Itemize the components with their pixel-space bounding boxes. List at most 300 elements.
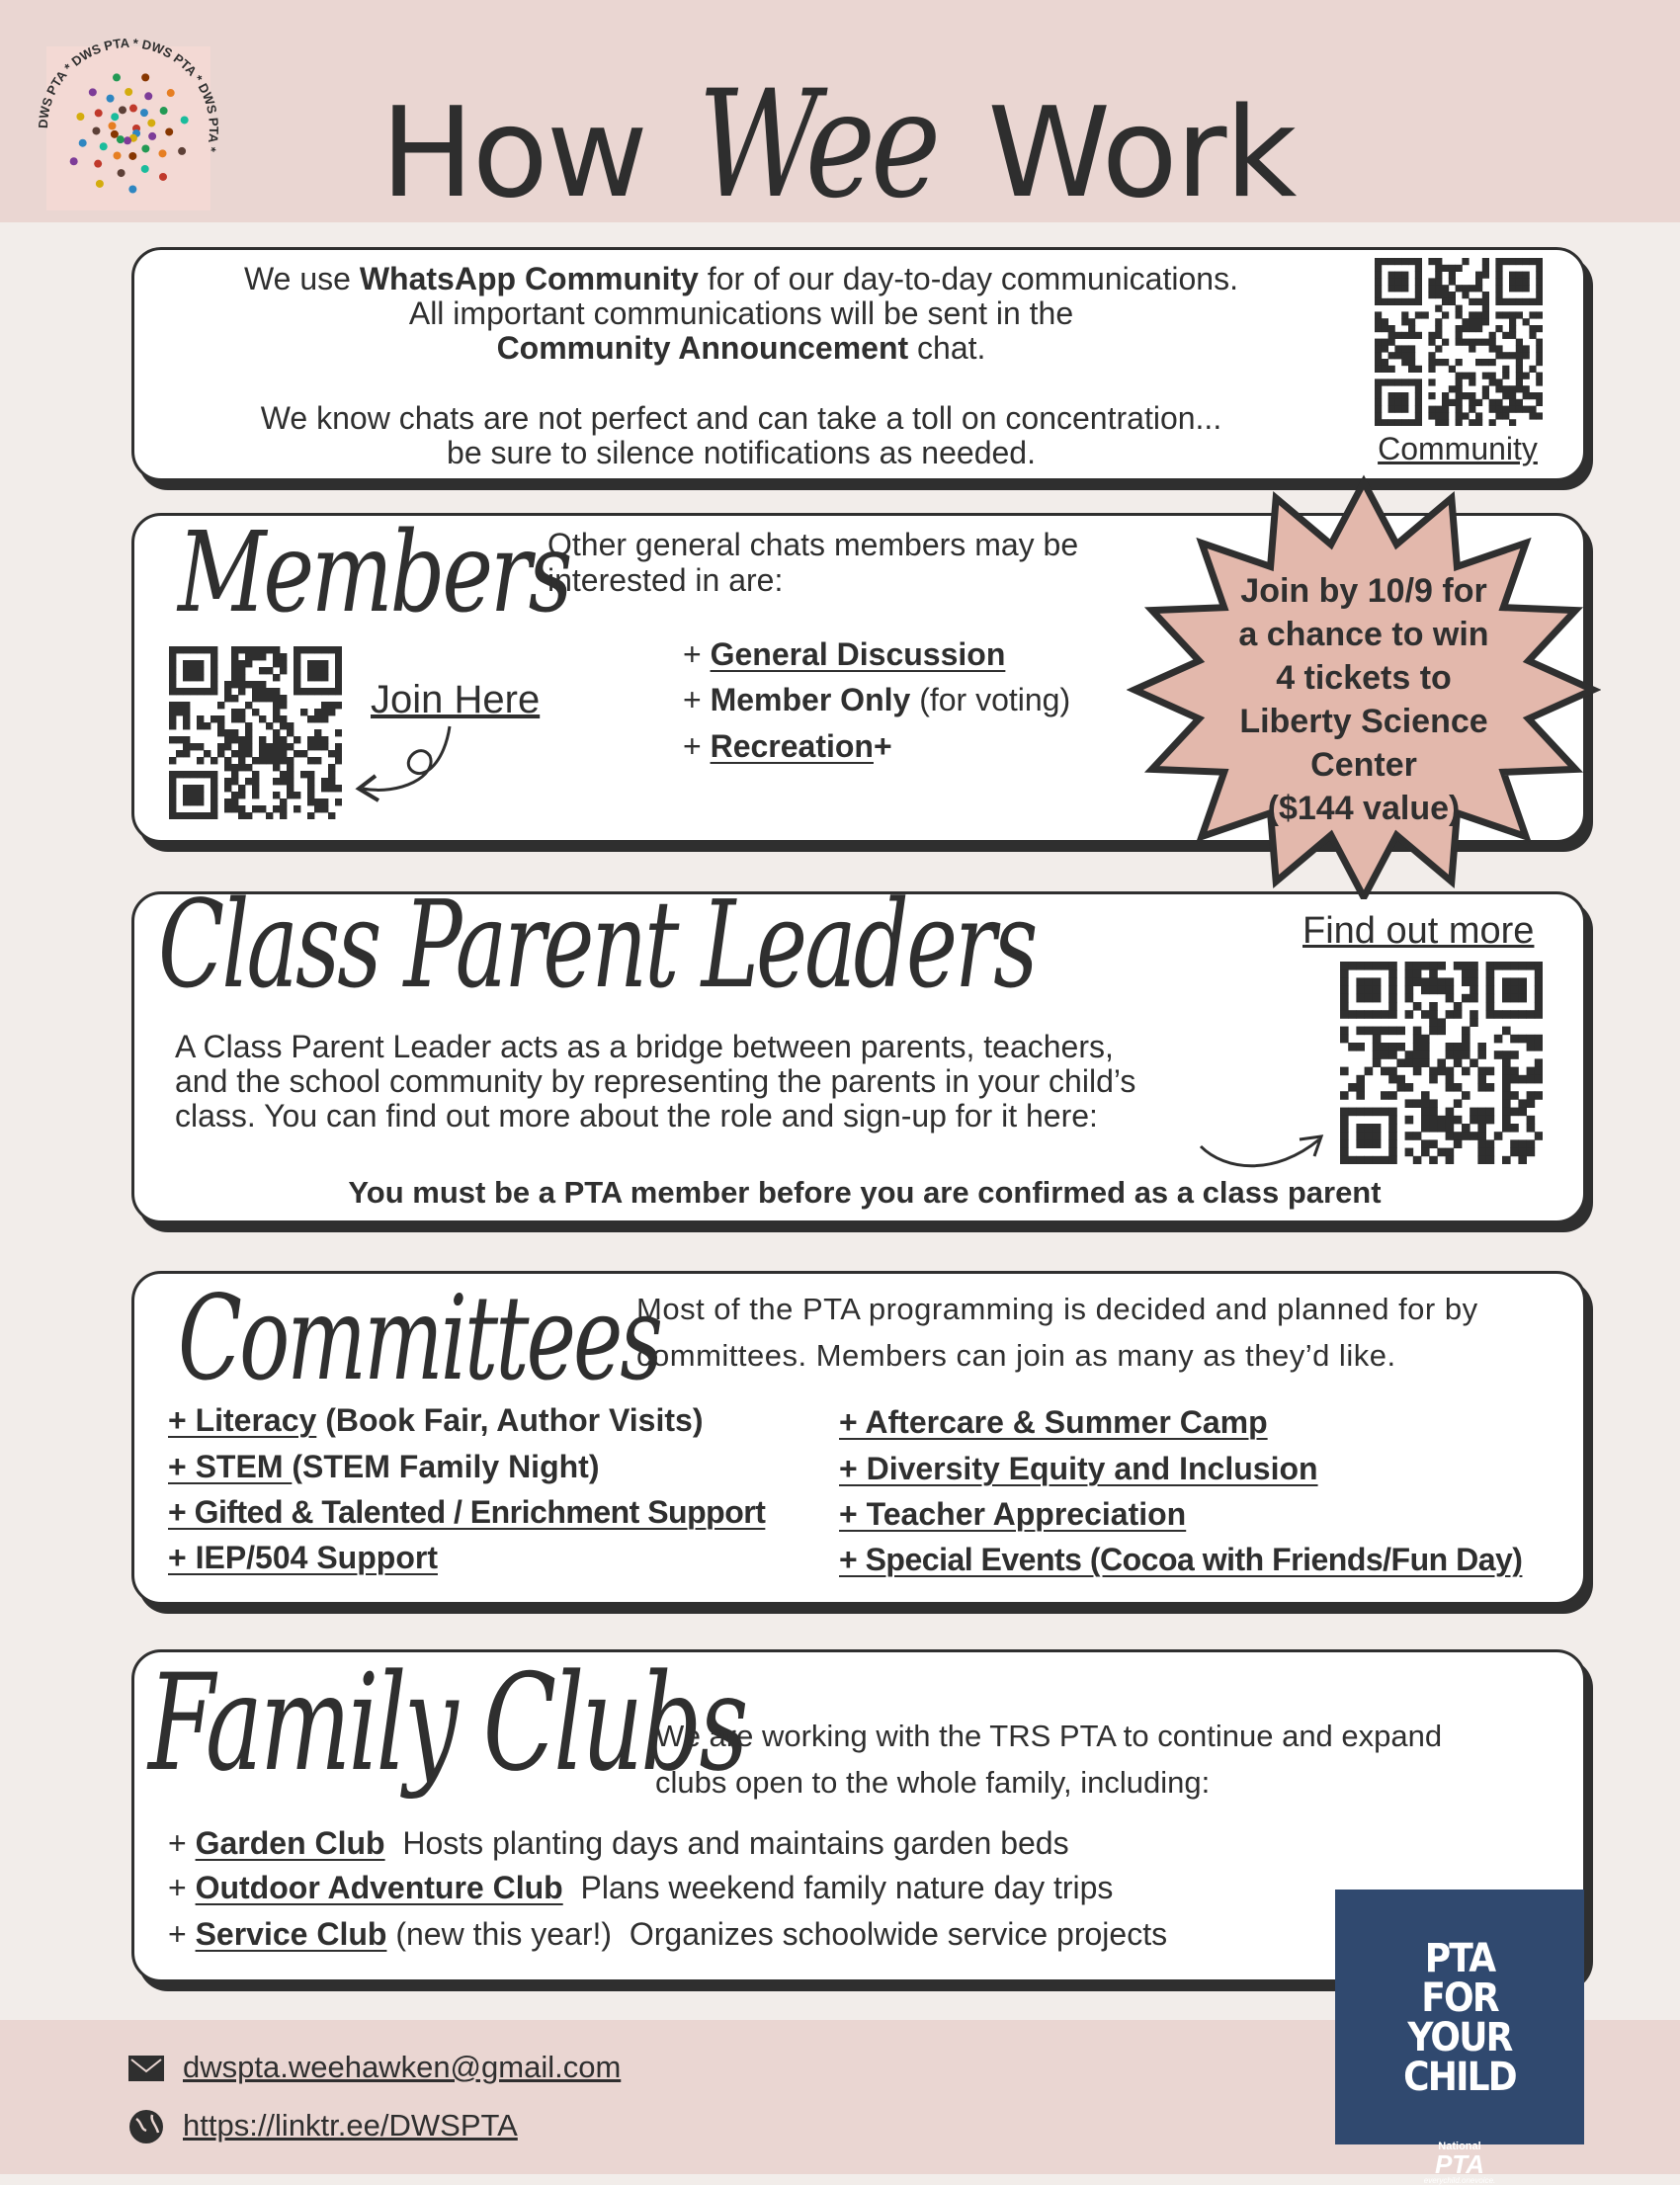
- qr-module: [1454, 1050, 1463, 1059]
- qr-module: [231, 695, 238, 702]
- qr-module: [245, 764, 252, 771]
- qr-module: [1373, 1139, 1382, 1148]
- qr-module: [1518, 1156, 1527, 1164]
- qr-module: [1469, 392, 1475, 399]
- logo-figure: [119, 106, 126, 114]
- qr-module: [1401, 406, 1408, 413]
- qr-module: [1482, 258, 1489, 265]
- qr-module: [1446, 1050, 1455, 1059]
- qr-module: [1529, 392, 1536, 399]
- qr-module: [1421, 1099, 1430, 1108]
- qr-module: [1375, 339, 1382, 346]
- find-out-more-link[interactable]: Find out more: [1302, 910, 1535, 952]
- qr-module: [1509, 272, 1516, 279]
- qr-module: [1388, 298, 1395, 305]
- qr-module: [1401, 298, 1408, 305]
- logo-figure: [165, 127, 173, 135]
- qr-module: [183, 688, 190, 695]
- qr-module: [1340, 1002, 1349, 1011]
- qr-module: [245, 660, 252, 667]
- qr-module: [245, 778, 252, 785]
- qr-module: [190, 771, 197, 778]
- qr-module: [1446, 1108, 1455, 1117]
- qr-module: [1477, 1043, 1486, 1051]
- qr-module: [1356, 977, 1365, 986]
- qr-module: [1413, 1035, 1422, 1044]
- qr-module: [300, 750, 307, 757]
- qr-module: [1502, 412, 1509, 419]
- qr-module: [231, 792, 238, 798]
- qr-module: [1502, 1067, 1511, 1076]
- logo-figure: [95, 109, 103, 117]
- qr-module: [307, 792, 314, 798]
- qr-module: [1375, 366, 1382, 373]
- qr-module: [307, 674, 314, 681]
- qr-module: [1486, 1010, 1495, 1019]
- qr-module: [197, 757, 204, 764]
- qr-module: [1388, 1010, 1397, 1019]
- qr-module: [1408, 378, 1415, 385]
- qr-module: [1435, 318, 1442, 325]
- qr-module: [335, 660, 342, 667]
- qr-module: [1421, 1116, 1430, 1125]
- svg-text:DWS PTA * DWS PTA * DWS PTA *: DWS PTA * DWS PTA * DWS PTA * DWS PTA *: [35, 35, 222, 154]
- qr-module: [1502, 1116, 1511, 1125]
- qr-module: [1462, 285, 1469, 292]
- committee-special-events[interactable]: + Special Events (Cocoa with Friends/Fun Day): [839, 1542, 1523, 1577]
- community-link[interactable]: Community: [1378, 431, 1538, 466]
- qr-module: [307, 646, 314, 653]
- qr-module: [1523, 298, 1530, 305]
- qr-module: [1509, 278, 1516, 285]
- title-wee: Wee: [698, 59, 937, 231]
- qr-module: [245, 646, 252, 653]
- qr-module: [1495, 406, 1502, 413]
- qr-module: [238, 667, 245, 674]
- logo-figure: [89, 88, 97, 96]
- qr-module: [1486, 1002, 1495, 1011]
- qr-module: [1502, 1124, 1511, 1133]
- qr-module: [321, 660, 328, 667]
- qr-module: [1388, 1108, 1397, 1117]
- qr-module: [321, 688, 328, 695]
- qr-module: [1401, 285, 1408, 292]
- chat-item-recreation[interactable]: + Recreation+: [683, 728, 892, 764]
- qr-module: [335, 729, 342, 736]
- qr-module: [321, 702, 328, 709]
- qr-module: [266, 688, 273, 695]
- qr-module: [307, 785, 314, 792]
- qr-module: [1365, 1139, 1374, 1148]
- qr-module: [1516, 385, 1523, 392]
- committee-teacher-appreciation[interactable]: + Teacher Appreciation: [839, 1496, 1187, 1532]
- qr-module: [1482, 305, 1489, 312]
- qr-module: [307, 757, 314, 764]
- qr-module: [1421, 1139, 1430, 1148]
- qr-module: [1365, 994, 1374, 1003]
- qr-module: [1340, 1139, 1349, 1148]
- qr-module: [1401, 311, 1408, 318]
- qr-module: [231, 653, 238, 660]
- qr-module: [1340, 1132, 1349, 1140]
- qr-module: [1462, 258, 1469, 265]
- logo-figure: [148, 132, 156, 140]
- qr-module: [1375, 406, 1382, 413]
- qr-module: [1462, 292, 1469, 298]
- qr-module: [1446, 1124, 1455, 1133]
- qr-module: [321, 798, 328, 805]
- qr-module: [328, 812, 335, 819]
- qr-module: [197, 812, 204, 819]
- qr-module: [245, 702, 252, 709]
- qr-module: [190, 792, 197, 798]
- qr-module: [1502, 258, 1509, 265]
- qr-module: [259, 715, 266, 722]
- club-garden[interactable]: + Garden Club Hosts planting days and maintains garden beds: [168, 1825, 1069, 1861]
- qr-module: [183, 743, 190, 750]
- qr-module: [1489, 345, 1496, 352]
- qr-module: [224, 688, 231, 695]
- qr-module: [1415, 332, 1422, 339]
- qr-module: [1509, 325, 1516, 332]
- qr-module: [1536, 272, 1543, 279]
- join-here-link[interactable]: Join Here: [371, 678, 541, 721]
- qr-module: [328, 771, 335, 778]
- logo-figure: [141, 144, 149, 152]
- pta-logo-tagline: everychild.onevoice.: [1423, 2176, 1496, 2185]
- qr-module: [328, 764, 335, 771]
- qr-module: [183, 674, 190, 681]
- qr-module: [1348, 1010, 1357, 1019]
- qr-module: [169, 688, 176, 695]
- committee-stem[interactable]: + STEM (STEM Family Night): [168, 1449, 600, 1484]
- qr-module: [1388, 1156, 1397, 1164]
- qr-module: [1388, 1027, 1397, 1036]
- qr-module: [1446, 1067, 1455, 1076]
- qr-module: [1365, 1132, 1374, 1140]
- qr-module: [1435, 419, 1442, 426]
- qr-module: [1415, 311, 1422, 318]
- qr-module: [190, 646, 197, 653]
- committee-dei[interactable]: + Diversity Equity and Inclusion: [839, 1451, 1318, 1486]
- promo-text: [1166, 569, 1561, 830]
- qr-module: [314, 646, 321, 653]
- qr-module: [245, 722, 252, 729]
- qr-module: [1486, 986, 1495, 995]
- qr-module: [1495, 378, 1502, 385]
- qr-module: [1413, 1058, 1422, 1067]
- qr-module: [1495, 265, 1502, 272]
- qr-module: [210, 674, 217, 681]
- qr-module: [1428, 359, 1435, 366]
- qr-module: [1421, 1043, 1430, 1051]
- qr-module: [1401, 272, 1408, 279]
- qr-module: [280, 736, 287, 743]
- qr-module: [1535, 1002, 1543, 1011]
- qr-module: [224, 785, 231, 792]
- qr-module: [294, 736, 300, 743]
- qr-module: [252, 681, 259, 688]
- qr-module: [314, 729, 321, 736]
- committees-intro-2: committees. Members can join as many as they’d like.: [636, 1338, 1396, 1373]
- qr-module: [1375, 385, 1382, 392]
- qr-module: [335, 688, 342, 695]
- qr-module: [1442, 359, 1449, 366]
- qr-module: [314, 715, 321, 722]
- chat-item-member-only[interactable]: + Member Only (for voting): [683, 682, 1071, 717]
- qr-module: [335, 702, 342, 709]
- qr-module: [1408, 352, 1415, 359]
- qr-module: [217, 702, 224, 709]
- qr-module: [1356, 1132, 1365, 1140]
- qr-module: [1405, 986, 1414, 995]
- qr-module: [1516, 311, 1523, 318]
- qr-module: [1527, 1091, 1536, 1100]
- qr-module: [183, 702, 190, 709]
- pta-logo-national: National: [1438, 2141, 1481, 2152]
- qr-module: [204, 750, 210, 757]
- qr-module: [1373, 1027, 1382, 1036]
- qr-module: [1442, 298, 1449, 305]
- qr-module: [1502, 994, 1511, 1003]
- qr-module: [238, 792, 245, 798]
- qr-module: [1428, 406, 1435, 413]
- qr-module: [1437, 1116, 1446, 1125]
- qr-module: [197, 715, 204, 722]
- qr-module: [169, 681, 176, 688]
- qr-module: [1470, 1010, 1478, 1019]
- qr-module: [1509, 385, 1516, 392]
- qr-module: [1470, 1108, 1478, 1117]
- qr-module: [1536, 392, 1543, 399]
- linktree-link[interactable]: https://linktr.ee/DWSPTA: [183, 2108, 518, 2143]
- qr-module: [1529, 406, 1536, 413]
- qr-module: [1428, 412, 1435, 419]
- qr-module: [1413, 1002, 1422, 1011]
- qr-module: [190, 660, 197, 667]
- qr-module: [1428, 339, 1435, 346]
- chat-item-general[interactable]: + General Discussion: [683, 636, 1006, 672]
- club-service[interactable]: + Service Club (new this year!) Organizes schoolwide service projects: [168, 1916, 1168, 1952]
- qr-module: [1502, 311, 1509, 318]
- qr-module: [1449, 278, 1456, 285]
- qr-module: [197, 674, 204, 681]
- qr-module: [1523, 272, 1530, 279]
- qr-module: [1516, 352, 1523, 359]
- qr-module: [1486, 1156, 1495, 1164]
- qr-module: [273, 750, 280, 757]
- qr-module: [231, 674, 238, 681]
- qr-module: [321, 667, 328, 674]
- qr-module: [1475, 272, 1482, 279]
- qr-module: [300, 771, 307, 778]
- qr-module: [1415, 292, 1422, 298]
- qr-module: [1482, 385, 1489, 392]
- qr-module: [280, 771, 287, 778]
- qr-module: [1470, 986, 1478, 995]
- qr-module: [224, 695, 231, 702]
- qr-module: [1394, 419, 1401, 426]
- qr-module: [1446, 994, 1455, 1003]
- qr-module: [169, 798, 176, 805]
- qr-module: [300, 688, 307, 695]
- qr-module: [176, 709, 183, 715]
- promo-line: Center: [1310, 746, 1417, 784]
- qr-module: [1523, 278, 1530, 285]
- qr-module: [1435, 359, 1442, 366]
- qr-module: [1382, 419, 1388, 426]
- qr-module: [1365, 962, 1374, 970]
- qr-module: [314, 660, 321, 667]
- qr-module: [1381, 1043, 1389, 1051]
- qr-module: [1388, 406, 1395, 413]
- qr-module: [300, 646, 307, 653]
- committee-gifted-talented[interactable]: + Gifted & Talented / Enrichment Support: [168, 1494, 766, 1530]
- qr-module: [1482, 359, 1489, 366]
- qr-module: [1388, 1067, 1397, 1076]
- qr-module: [1502, 406, 1509, 413]
- qr-module: [1529, 258, 1536, 265]
- logo-figure: [107, 95, 115, 103]
- email-link[interactable]: dwspta.weehawken@gmail.com: [183, 2050, 622, 2084]
- club-outdoor-adventure[interactable]: + Outdoor Adventure Club Plans weekend family nature day trips: [168, 1870, 1114, 1905]
- qr-module: [1405, 1148, 1414, 1157]
- qr-module: [1356, 1083, 1365, 1092]
- qr-module: [252, 653, 259, 660]
- qr-module: [1394, 345, 1401, 352]
- qr-module: [1394, 406, 1401, 413]
- qr-module: [1405, 994, 1414, 1003]
- qr-module: [321, 736, 328, 743]
- promo-line: 4 tickets to: [1276, 659, 1452, 697]
- qr-module: [1502, 1083, 1511, 1092]
- qr-module: [1437, 977, 1446, 986]
- qr-module: [328, 778, 335, 785]
- class-parent-qr-code[interactable]: [1340, 962, 1543, 1164]
- qr-module: [1518, 1139, 1527, 1148]
- qr-module: [1509, 399, 1516, 406]
- qr-module: [231, 778, 238, 785]
- qr-module: [328, 709, 335, 715]
- qr-module: [1365, 1067, 1374, 1076]
- qr-module: [1373, 1132, 1382, 1140]
- logo-figure: [76, 113, 84, 121]
- qr-module: [231, 805, 238, 812]
- qr-module: [1469, 406, 1475, 413]
- qr-module: [1446, 1010, 1455, 1019]
- qr-module: [1510, 1075, 1519, 1084]
- qr-module: [1365, 1027, 1374, 1036]
- qr-module: [1523, 406, 1530, 413]
- qr-module: [1510, 1010, 1519, 1019]
- qr-module: [1348, 1156, 1357, 1164]
- qr-module: [294, 660, 300, 667]
- title-work: Work: [987, 80, 1296, 225]
- qr-module: [328, 785, 335, 792]
- qr-module: [1421, 1035, 1430, 1044]
- qr-module: [1475, 278, 1482, 285]
- qr-module: [238, 757, 245, 764]
- qr-module: [1535, 1075, 1543, 1084]
- qr-module: [1356, 1156, 1365, 1164]
- qr-module: [1388, 977, 1397, 986]
- qr-module: [1502, 1156, 1511, 1164]
- committee-iep-504[interactable]: + IEP/504 Support: [168, 1540, 438, 1575]
- qr-module: [259, 688, 266, 695]
- qr-module: [280, 660, 287, 667]
- qr-module: [1510, 1091, 1519, 1100]
- community-qr-code[interactable]: [1375, 258, 1543, 426]
- qr-module: [1462, 373, 1469, 379]
- qr-module: [176, 771, 183, 778]
- qr-module: [1529, 412, 1536, 419]
- qr-module: [1429, 1108, 1438, 1117]
- members-qr-code[interactable]: [169, 646, 342, 819]
- qr-module: [335, 681, 342, 688]
- qr-module: [1523, 345, 1530, 352]
- qr-module: [314, 743, 321, 750]
- qr-module: [266, 646, 273, 653]
- qr-module: [1348, 962, 1357, 970]
- qr-module: [224, 736, 231, 743]
- qr-module: [259, 743, 266, 750]
- qr-module: [280, 702, 287, 709]
- qr-module: [169, 736, 176, 743]
- qr-module: [1469, 373, 1475, 379]
- qr-module: [1516, 366, 1523, 373]
- qr-module: [1381, 1027, 1389, 1036]
- qr-module: [1429, 1018, 1438, 1027]
- qr-module: [1415, 392, 1422, 399]
- qr-module: [1446, 1148, 1455, 1157]
- qr-module: [1365, 977, 1374, 986]
- members-intro-1: Other general chats members may be: [547, 527, 1079, 562]
- qr-module: [1482, 265, 1489, 272]
- qr-module: [259, 667, 266, 674]
- qr-module: [1536, 373, 1543, 379]
- committee-literacy[interactable]: + Literacy (Book Fair, Author Visits): [168, 1402, 704, 1438]
- qr-module: [1415, 366, 1422, 373]
- qr-module: [287, 778, 294, 785]
- qr-module: [1373, 994, 1382, 1003]
- qr-module: [259, 805, 266, 812]
- qr-module: [197, 667, 204, 674]
- qr-module: [1529, 298, 1536, 305]
- qr-module: [238, 805, 245, 812]
- qr-module: [1375, 292, 1382, 298]
- community-line-5: be sure to silence notifications as needed.: [447, 435, 1036, 470]
- qr-module: [1456, 305, 1463, 312]
- qr-module: [1405, 969, 1414, 978]
- qr-module: [1475, 412, 1482, 419]
- class-parent-leaders-heading: Class Parent Leaders: [158, 875, 1036, 1015]
- qr-module: [1502, 1108, 1511, 1117]
- committee-aftercare[interactable]: + Aftercare & Summer Camp: [839, 1404, 1268, 1440]
- logo-figure: [141, 73, 149, 81]
- qr-module: [1475, 339, 1482, 346]
- qr-module: [1475, 399, 1482, 406]
- qr-module: [1348, 1043, 1357, 1051]
- qr-module: [210, 653, 217, 660]
- qr-module: [1375, 265, 1382, 272]
- qr-module: [1535, 962, 1543, 970]
- qr-module: [224, 798, 231, 805]
- qr-module: [1437, 962, 1446, 970]
- qr-module: [1536, 311, 1543, 318]
- qr-module: [1375, 345, 1382, 352]
- qr-module: [1437, 1018, 1446, 1027]
- qr-module: [1482, 311, 1489, 318]
